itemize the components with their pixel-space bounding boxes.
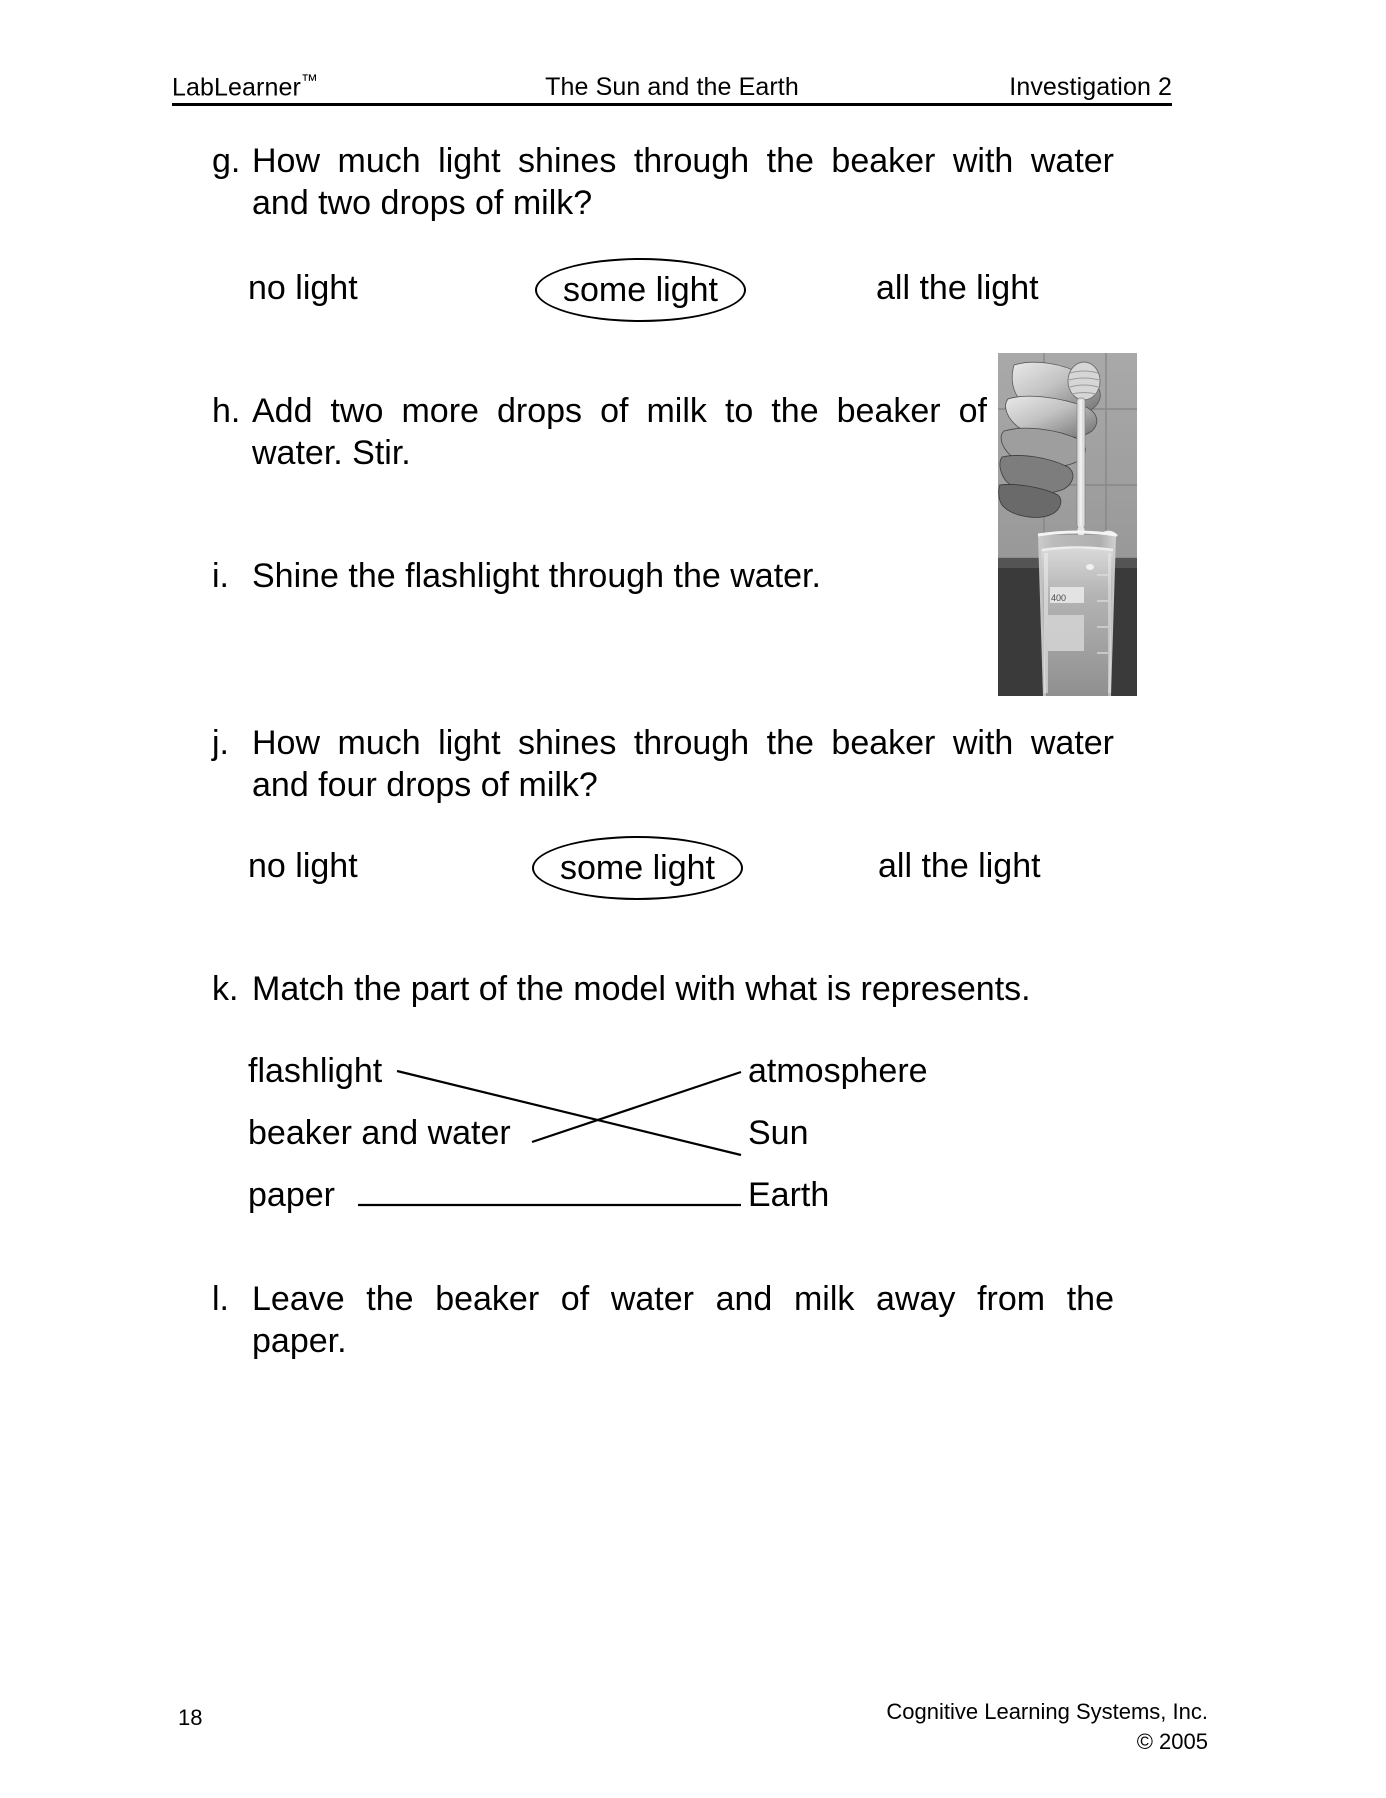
item-j-marker: j. [212, 724, 229, 762]
item-i-marker: i. [212, 557, 229, 595]
item-g-marker: g. [212, 142, 241, 180]
item-h-marker: h. [212, 392, 241, 430]
photo-illustration [998, 353, 1137, 696]
answer-options-j[interactable] [248, 836, 1058, 896]
item-g-line-2: and two drops of milk? [252, 184, 593, 222]
item-i [212, 555, 990, 597]
page-number: 18 [178, 1705, 203, 1730]
copyright-year: © 2005 [1136, 1729, 1208, 1754]
item-i-line-1: Shine the flashlight through the water. [252, 557, 821, 595]
item-h-line-2: water. Stir. [252, 434, 411, 472]
match-left-beaker-and-water[interactable]: beaker and water [248, 1114, 511, 1152]
copyright-company: Cognitive Learning Systems, Inc. [886, 1699, 1208, 1724]
header-title: The Sun and the Earth [545, 73, 799, 101]
item-j-line-1: How much light shines through the beaker with water [252, 724, 1114, 762]
trademark-symbol: ™ [300, 70, 318, 90]
connector-beaker-to-atmosphere [532, 1072, 741, 1142]
match-right-earth[interactable]: Earth [748, 1176, 830, 1214]
answer-options-g[interactable] [248, 258, 1058, 318]
item-j [212, 722, 1117, 806]
item-h-line-1: Add two more drops of milk to the beaker of [252, 392, 987, 430]
option-all-the-light-j[interactable]: all the light [878, 847, 1041, 885]
match-left-paper[interactable]: paper [248, 1176, 335, 1214]
header-brand-label: LabLearner [172, 73, 301, 101]
header-investigation: Investigation 2 [1009, 73, 1172, 101]
item-l-marker: l. [212, 1280, 229, 1318]
option-some-light-j[interactable]: some light [532, 836, 743, 900]
option-no-light-j[interactable]: no light [248, 847, 358, 885]
option-some-light-g[interactable]: some light [535, 258, 746, 322]
item-g-line-1: How much light shines through the beaker with water [252, 142, 1114, 180]
page-header [172, 62, 1172, 100]
svg-text:400: 400 [1051, 593, 1067, 603]
item-j-line-2: and four drops of milk? [252, 766, 598, 804]
item-l-line-1: Leave the beaker of water and milk away from the [252, 1280, 1114, 1318]
item-l [212, 1278, 1117, 1362]
item-k-marker: k. [212, 970, 239, 1008]
beaker-pipette-photo [998, 353, 1137, 696]
item-k-line-1: Match the part of the model with what is represents. [252, 970, 1031, 1008]
match-left-flashlight[interactable]: flashlight [248, 1052, 383, 1090]
item-k [212, 968, 1117, 1010]
match-right-sun[interactable]: Sun [748, 1114, 809, 1152]
match-right-atmosphere[interactable]: atmosphere [748, 1052, 928, 1090]
option-all-the-light-g[interactable]: all the light [876, 269, 1039, 307]
item-l-line-2: paper. [252, 1322, 347, 1360]
matching-exercise[interactable] [248, 1050, 998, 1250]
header-rule [172, 103, 1172, 106]
item-g [212, 140, 1117, 224]
option-no-light-g[interactable]: no light [248, 269, 358, 307]
item-h [212, 390, 990, 474]
copyright-block [886, 1697, 1208, 1757]
